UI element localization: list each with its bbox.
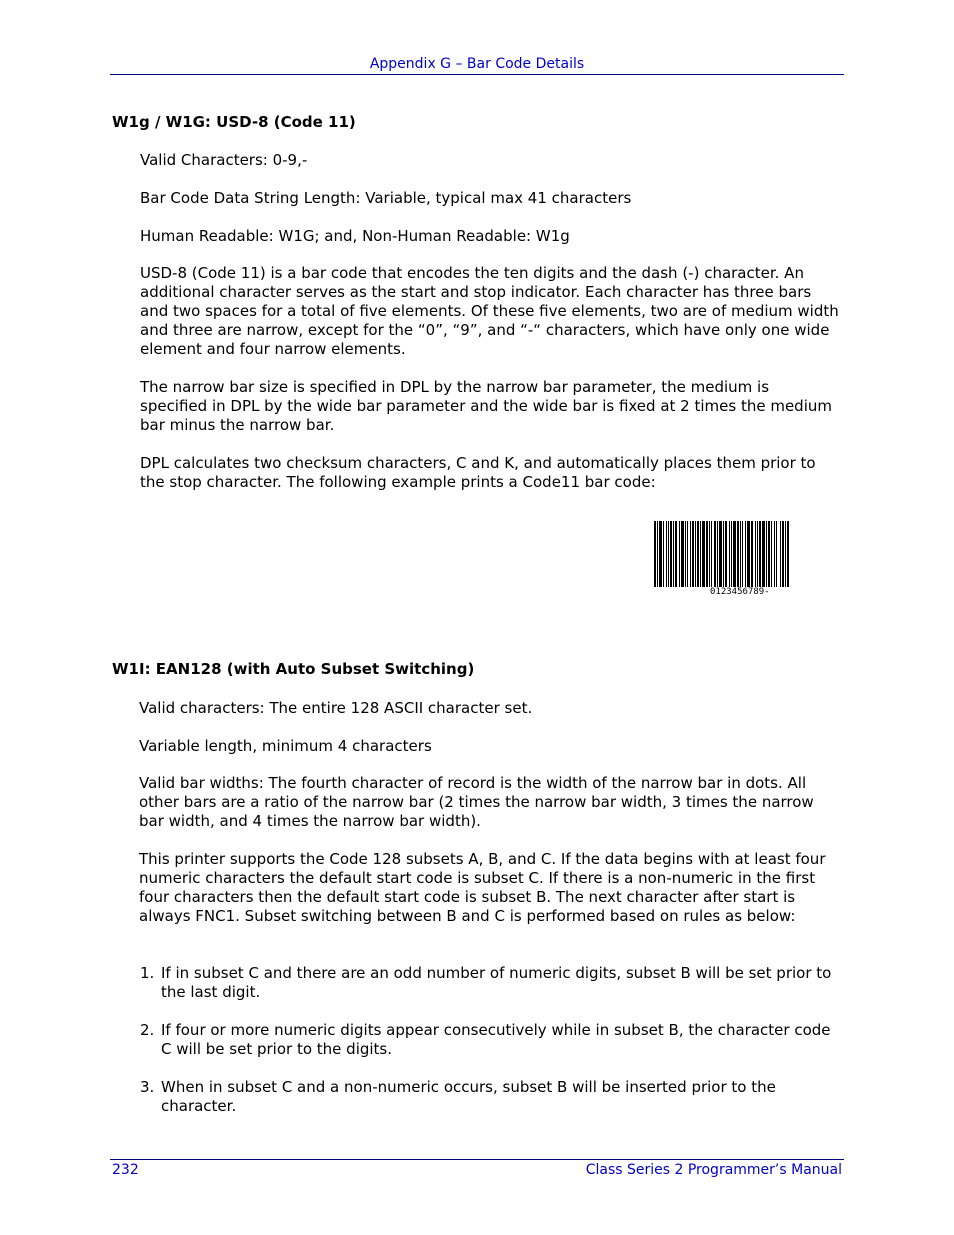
barcode-bar [654, 521, 656, 587]
barcode-bar [697, 521, 699, 587]
barcode-bar [673, 521, 674, 587]
barcode-bar [742, 521, 743, 587]
barcode-bar [666, 521, 667, 587]
barcode-bar [700, 521, 701, 587]
barcode-bar [740, 521, 741, 587]
barcode-bar [714, 521, 716, 587]
barcode-bar [731, 521, 732, 587]
barcode-bar [668, 521, 669, 587]
header-rule [110, 74, 844, 75]
w1g-paragraph: The narrow bar size is specified in DPL by the narrow bar parameter, the medium is specified in DPL by the wide bar parameter and the wide bar is fixed at 2 times the medium bar minus the narrow bar. [140, 378, 832, 434]
w1g-paragraph: USD-8 (Code 11) is a bar code that encodes the ten digits and the dash (-) character. An additional character serves as the start and stop indicator. Each character has three bars and two spaces for a total of five elements. Of these five elements, two are of medium width and three are narrow, except for the “0”, “9”, and “-“ characters, which have only one wide element and four narrow elements. [140, 264, 839, 358]
barcode-bar [675, 521, 677, 587]
list-item-text: If in subset C and there are an odd number of numeric digits, subset B will be set prior to the last digit. [161, 964, 832, 1001]
list-item [140, 964, 840, 1002]
w1i-length: Variable length, minimum 4 characters [139, 737, 432, 755]
running-header: Appendix G – Bar Code Details [369, 56, 585, 72]
barcode-bar [776, 521, 777, 587]
list-item [140, 1078, 840, 1116]
barcode-bar [766, 521, 767, 587]
w1g-length: Bar Code Data String Length: Variable, typical max 41 characters [140, 189, 632, 207]
barcode-bar [687, 521, 688, 587]
barcode-bar [670, 521, 672, 587]
w1g-paragraph: DPL calculates two checksum characters, C and K, and automatically places them prior to the stop character. The following example prints a Code11 bar code: [140, 454, 816, 491]
barcode-bar [706, 521, 708, 587]
list-item-text: If four or more numeric digits appear consecutively while in subset B, the character code C will be set prior to the digits. [161, 1021, 831, 1058]
w1i-bar-widths: Valid bar widths: The fourth character of record is the width of the narrow bar in dots. All other bars are a ratio of the narrow bar (2 times the narrow bar width, 3 times the narrow bar width, and 4 times the narrow bar width). [139, 774, 814, 830]
barcode-bar [695, 521, 696, 587]
barcode-bar [757, 521, 758, 587]
barcode-bar [774, 521, 775, 587]
list-item-number: 1. [140, 964, 155, 982]
barcode-bar [759, 521, 761, 587]
barcode-bar [709, 521, 710, 587]
barcode-bar [681, 521, 684, 587]
barcode-bar [657, 521, 658, 587]
barcode-bar [685, 521, 686, 587]
w1g-valid-characters: Valid Characters: 0-9,- [140, 151, 308, 169]
barcode-bar [717, 521, 718, 587]
barcode-caption: 0123456789- [710, 587, 770, 597]
barcode-bar [659, 521, 662, 587]
barcode-bars [654, 521, 836, 587]
list-item-number: 2. [140, 1021, 155, 1039]
barcode-bar [723, 521, 724, 587]
barcode-bar [692, 521, 694, 587]
manual-title: Class Series 2 Programmer’s Manual [585, 1162, 842, 1178]
barcode-bar [733, 521, 736, 587]
barcode-bar [725, 521, 727, 587]
barcode-bar [737, 521, 739, 587]
barcode-bar [729, 521, 730, 587]
list-item-text: When in subset C and a non-numeric occurs, subset B will be inserted prior to the character. [161, 1078, 776, 1115]
list-item [140, 1021, 840, 1059]
barcode-bar [768, 521, 770, 587]
barcode-bar [780, 521, 781, 587]
barcode-bar [755, 521, 756, 587]
barcode-bar [771, 521, 772, 587]
w1g-description [140, 264, 840, 492]
barcode-bar [782, 521, 784, 587]
barcode-bar [787, 521, 789, 587]
w1i-valid-characters: Valid characters: The entire 128 ASCII character set. [139, 699, 533, 717]
barcode-bar [663, 521, 664, 587]
barcode-bar [690, 521, 691, 587]
subset-rules-list [140, 964, 840, 1135]
section-heading-w1g: W1g / W1G: USD-8 (Code 11) [112, 113, 356, 131]
w1i-description [139, 774, 839, 926]
barcode-bar [711, 521, 712, 587]
footer-rule [110, 1159, 844, 1160]
barcode-bar [702, 521, 705, 587]
barcode-bar [745, 521, 746, 587]
barcode-bar [751, 521, 753, 587]
barcode-bar [719, 521, 722, 587]
list-item-number: 3. [140, 1078, 155, 1096]
section-heading-w1i: W1I: EAN128 (with Auto Subset Switching) [112, 660, 475, 678]
barcode-bar [679, 521, 680, 587]
barcode-bar [762, 521, 765, 587]
barcode-bar [747, 521, 750, 587]
w1i-subsets: This printer supports the Code 128 subsets A, B, and C. If the data begins with at least four numeric characters the default start code is subset C. If there is a non-numeric in the first four characters then the default start code is subset B. The next character after start is always FNC1. Subset switching between B and C is performed based on rules as below: [139, 850, 826, 925]
w1g-human-readable: Human Readable: W1G; and, Non-Human Readable: W1g [140, 227, 570, 245]
page-number: 232 [112, 1162, 139, 1178]
barcode-bar [785, 521, 786, 587]
